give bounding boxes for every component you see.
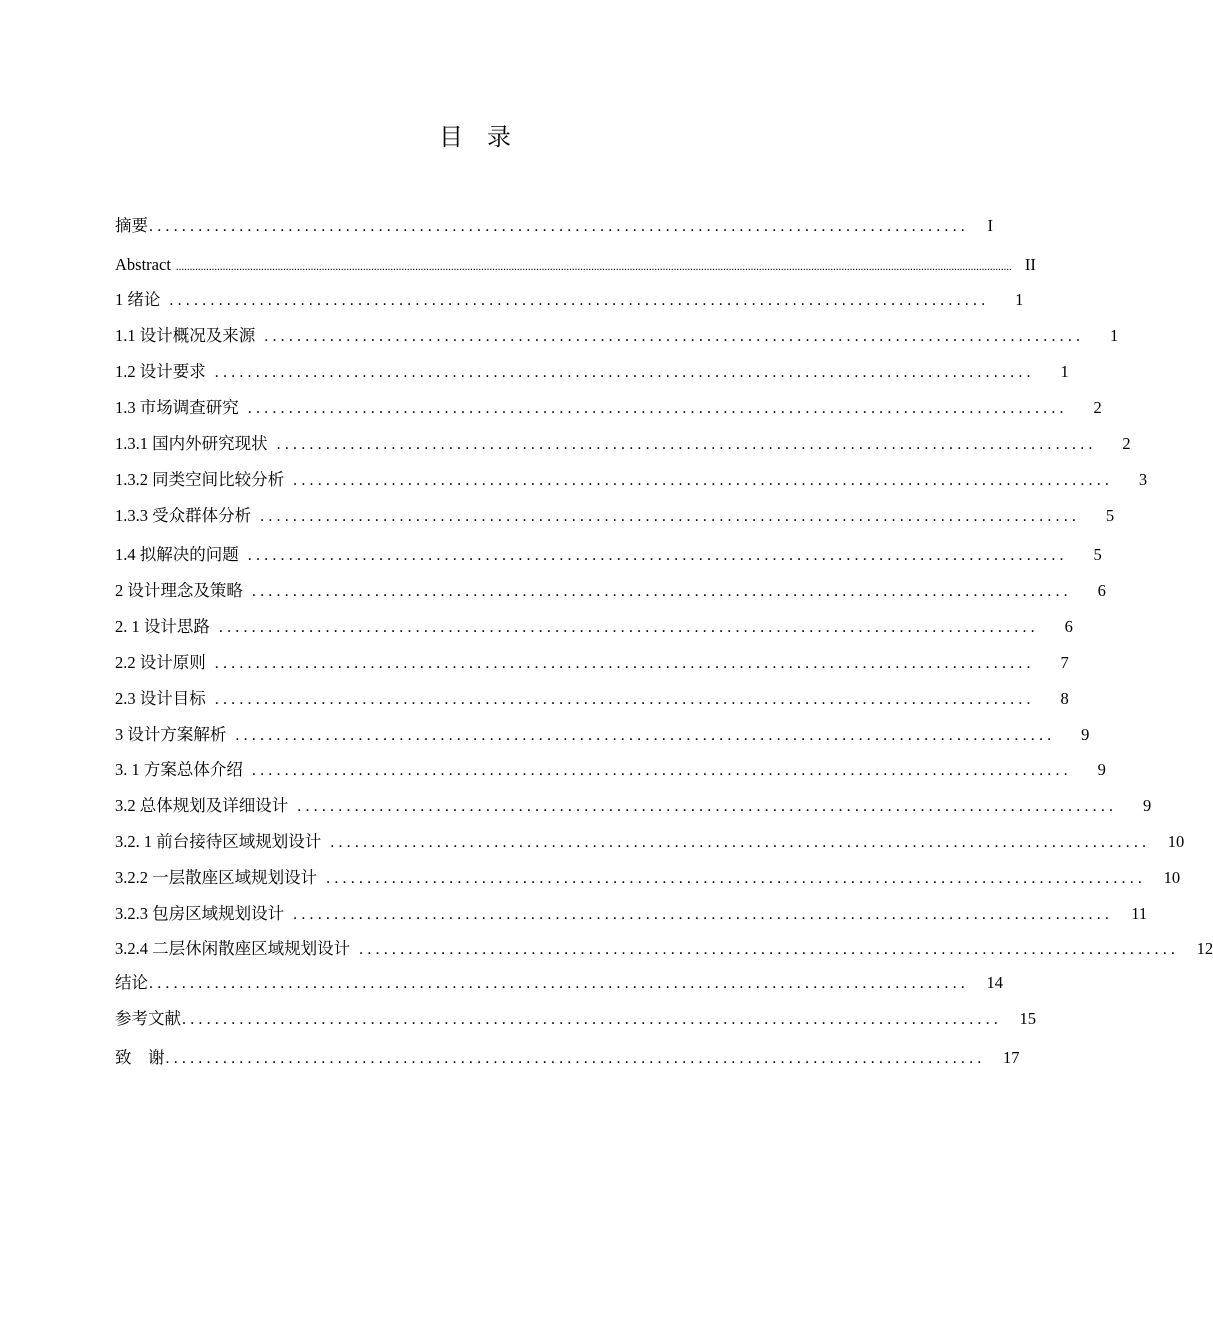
- toc-leader-dots: ....................................................................................................: [260, 508, 1081, 525]
- toc-leader-dots: ....................................................................................................: [182, 1011, 1002, 1028]
- toc-entry-label: 2.2 设计原则: [115, 653, 206, 672]
- toc-leader-dots: ....................................................................................................: [165, 1050, 986, 1067]
- toc-leader-dots: ....................................................................................................: [247, 400, 1068, 417]
- toc-entry-page: 6: [1097, 581, 1106, 600]
- toc-entry[interactable]: [115, 324, 1119, 348]
- toc-entry[interactable]: [115, 615, 1073, 639]
- toc-entry-page: 5: [1093, 545, 1102, 564]
- toc-leader-dots: ....................................................................................................: [251, 762, 1072, 779]
- toc-leader-dots: ....................................................................................................: [330, 834, 1151, 851]
- toc-leader-dots: ....................................................................................................: [169, 292, 990, 309]
- toc-leader-dots: ....................................................................................................: [214, 364, 1035, 381]
- toc-entry-page: 1: [1060, 362, 1069, 381]
- toc-entry[interactable]: [115, 902, 1148, 926]
- toc-entry-page: 5: [1105, 506, 1115, 525]
- toc-leader-dots: ....................................................................................................: [218, 619, 1039, 636]
- toc-entry[interactable]: [115, 758, 1106, 782]
- toc-entry-page: 10: [1167, 832, 1185, 851]
- toc-entry-label: 1 绪论: [115, 290, 161, 309]
- toc-leader-dots: ....................................................................................................: [293, 472, 1114, 489]
- toc-entry-page: II: [1024, 255, 1036, 274]
- toc-entry[interactable]: [115, 543, 1102, 567]
- toc-entry[interactable]: [115, 432, 1131, 456]
- toc-entry-references[interactable]: [115, 1007, 1036, 1031]
- toc-entry[interactable]: [115, 579, 1106, 603]
- toc-entry-label: 参考文献: [115, 1009, 181, 1028]
- toc-entry-label: 1.3.2 同类空间比较分析: [115, 470, 285, 489]
- toc-leader-dots: ....................................................................................................: [247, 547, 1068, 564]
- toc-entry-conclusion[interactable]: [115, 971, 1003, 995]
- toc-entry-label: 3. 1 方案总体介绍: [115, 760, 243, 779]
- toc-leader-dots: ....................................................................................................: [264, 328, 1085, 345]
- toc-entry[interactable]: [115, 687, 1069, 711]
- toc-entry-label: 3.2. 1 前台接待区域规划设计: [115, 832, 322, 851]
- toc-entry-label: 3 设计方案解析: [115, 725, 227, 744]
- toc-entry[interactable]: [115, 288, 1024, 312]
- toc-entry-label: 3.2.2 一层散座区域规划设计: [115, 868, 318, 887]
- toc-entry-label: 3.2 总体规划及详细设计: [115, 796, 289, 815]
- toc-entry[interactable]: [115, 396, 1102, 420]
- toc-entry-page: 9: [1143, 796, 1152, 815]
- toc-entry[interactable]: [115, 651, 1069, 675]
- toc-entry-page: I: [987, 216, 993, 235]
- toc-leader-dots: ....................................................................................................: [326, 870, 1147, 887]
- toc-entry-page: 9: [1081, 725, 1090, 744]
- toc-leader-dots: ....................................................................................................: [297, 798, 1118, 815]
- toc-entry[interactable]: [115, 794, 1152, 818]
- toc-entry-page: 15: [1019, 1009, 1036, 1028]
- toc-leader-dots: ....................................................................................................: [293, 906, 1114, 923]
- toc-entry-page: 7: [1060, 653, 1069, 672]
- toc-entry-label: 1.2 设计要求: [115, 362, 206, 381]
- toc-entry-page: 10: [1163, 868, 1181, 887]
- toc-entry-page: 9: [1097, 760, 1106, 779]
- toc-entry-page: 11: [1131, 904, 1148, 923]
- toc-entry-label: 1.3.3 受众群体分析: [115, 506, 252, 525]
- toc-entry-page: 17: [1003, 1048, 1020, 1067]
- toc-entry[interactable]: [115, 830, 1185, 854]
- toc-entry-page: 8: [1060, 689, 1069, 708]
- toc-entry[interactable]: [115, 937, 1213, 961]
- toc-entry-label: 摘要: [115, 216, 148, 235]
- toc-entry-label: 2. 1 设计思路: [115, 617, 210, 636]
- toc-entry-label: 1.4 拟解决的问题: [115, 545, 239, 564]
- toc-leader-dots: ....................................................................................................: [251, 583, 1072, 600]
- toc-leader-dots: ................................................................................................................................................................................................................................................................................................................: [175, 261, 1012, 273]
- toc-entry-label: 2 设计理念及策略: [115, 581, 243, 600]
- toc-entry-page: 1: [1110, 326, 1119, 345]
- toc-leader-dots: ....................................................................................................: [149, 975, 969, 992]
- toc-entry-label: 1.3 市场调查研究: [115, 398, 239, 417]
- toc-leader-dots: ....................................................................................................: [235, 727, 1056, 744]
- toc-entry-page: 3: [1138, 470, 1148, 489]
- toc-entry[interactable]: [115, 866, 1181, 890]
- toc-entry-label: 1.1 设计概况及来源: [115, 326, 256, 345]
- toc-entry-abstract-cn[interactable]: [115, 214, 993, 238]
- toc-entry-page: 14: [986, 973, 1003, 992]
- toc-entry-page: 2: [1122, 434, 1131, 453]
- toc-entry-label: Abstract: [115, 255, 171, 274]
- toc-entry-abstract-en[interactable]: [115, 253, 1036, 277]
- toc-leader-dots: ....................................................................................................: [149, 218, 969, 235]
- toc-entry-page: 2: [1093, 398, 1102, 417]
- toc-entry-label: 致 谢: [115, 1048, 165, 1067]
- toc-entry-label: 2.3 设计目标: [115, 689, 206, 708]
- toc-leader-dots: ....................................................................................................: [359, 941, 1180, 958]
- toc-entry[interactable]: [115, 723, 1090, 747]
- toc-entry-label: 1.3.1 国内外研究现状: [115, 434, 268, 453]
- toc-entry-label: 3.2.4 二层休闲散座区域规划设计: [115, 939, 351, 958]
- toc-entry-label: 3.2.3 包房区域规划设计: [115, 904, 285, 923]
- toc-entry-page: 12: [1196, 939, 1213, 958]
- page-title: 目 录: [439, 125, 511, 151]
- toc-entry[interactable]: [115, 504, 1115, 528]
- toc-entry[interactable]: [115, 360, 1069, 384]
- toc-entry-page: 1: [1015, 290, 1024, 309]
- toc-leader-dots: ....................................................................................................: [214, 691, 1035, 708]
- toc-leader-dots: ....................................................................................................: [214, 655, 1035, 672]
- toc-leader-dots: ....................................................................................................: [276, 436, 1097, 453]
- toc-entry[interactable]: [115, 468, 1148, 492]
- toc-entry-label: 结论: [115, 973, 148, 992]
- toc-entry-page: 6: [1064, 617, 1073, 636]
- toc-entry-acknowledgements[interactable]: [115, 1046, 1020, 1070]
